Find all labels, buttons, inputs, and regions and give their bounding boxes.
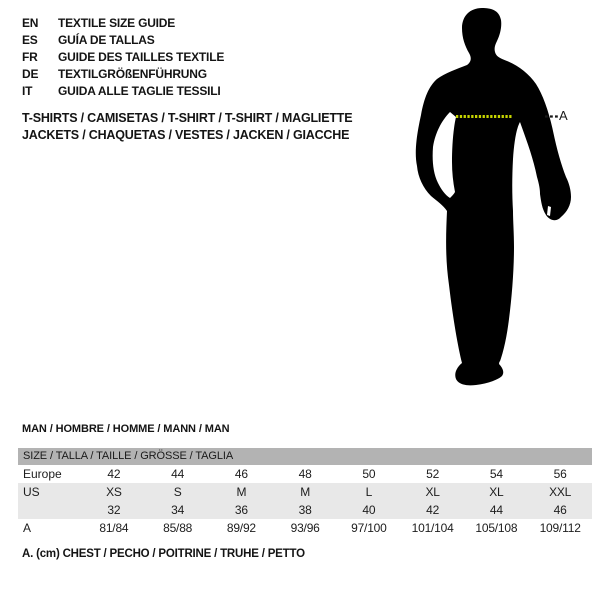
- table-cell: 93/96: [290, 521, 320, 535]
- man-silhouette-body: [416, 8, 571, 385]
- language-code: IT: [22, 83, 33, 98]
- gender-label: MAN / HOMBRE / HOMME / MANN / MAN: [22, 423, 230, 435]
- language-row: [22, 48, 224, 65]
- table-row-europe: [18, 465, 592, 483]
- table-cell: 56: [553, 467, 567, 481]
- table-cell: 105/108: [475, 521, 518, 535]
- language-label: TEXTILGRÖßENFÜHRUNG: [58, 66, 207, 81]
- table-cell: 52: [426, 467, 440, 481]
- language-label: GUIDE DES TAILLES TEXTILE: [58, 49, 225, 64]
- table-cell: 46: [234, 467, 248, 481]
- language-row: [22, 31, 224, 48]
- table-cell: 81/84: [99, 521, 129, 535]
- category-block: [22, 110, 352, 144]
- language-row: [22, 14, 224, 31]
- table-row-uk: [18, 501, 592, 519]
- language-title-block: [22, 14, 224, 99]
- table-row-chest-a: [18, 519, 592, 537]
- language-row: [22, 82, 224, 99]
- measurement-footnote: A. (cm) CHEST / PECHO / POITRINE / TRUHE / PETTO: [22, 548, 305, 560]
- size-table-header: SIZE / TALLA / TAILLE / GRÖSSE / TAGLIA: [18, 448, 592, 465]
- table-cell: L: [365, 485, 373, 499]
- man-silhouette-image: [410, 5, 575, 390]
- language-label: GUIDA ALLE TAGLIE TESSILI: [58, 83, 221, 98]
- table-cell: 50: [362, 467, 376, 481]
- table-cell: XS: [106, 485, 122, 499]
- table-cell: 97/100: [351, 521, 387, 535]
- man-silhouette-figure: [410, 5, 575, 390]
- row-label: A: [23, 521, 32, 535]
- category-line-jackets: JACKETS / CHAQUETAS / VESTES / JACKEN / GIACCHE: [22, 128, 350, 142]
- language-label: GUÍA DE TALLAS: [58, 32, 155, 47]
- table-cell: 44: [489, 503, 503, 517]
- table-cell: XXL: [549, 485, 572, 499]
- table-cell: 32: [107, 503, 121, 517]
- table-cell: 44: [171, 467, 185, 481]
- table-cell: 42: [426, 503, 440, 517]
- language-code: FR: [22, 49, 38, 64]
- table-cell: 46: [553, 503, 567, 517]
- table-cell: XL: [489, 485, 504, 499]
- table-cell: 54: [489, 467, 503, 481]
- table-cell: 48: [298, 467, 312, 481]
- table-cell: 42: [107, 467, 121, 481]
- table-cell: 40: [362, 503, 376, 517]
- table-cell: 89/92: [226, 521, 256, 535]
- language-code: DE: [22, 66, 39, 81]
- table-cell: M: [236, 485, 247, 499]
- row-label: US: [23, 485, 40, 499]
- table-cell: 101/104: [411, 521, 454, 535]
- table-cell: 38: [298, 503, 312, 517]
- size-table: [18, 448, 592, 537]
- category-line-tshirts: T-SHIRTS / CAMISETAS / T-SHIRT / T-SHIRT / MAGLIETTE: [22, 111, 353, 125]
- language-code: ES: [22, 32, 38, 47]
- language-label: TEXTILE SIZE GUIDE: [58, 15, 176, 30]
- table-cell: M: [300, 485, 311, 499]
- table-cell: 36: [234, 503, 248, 517]
- language-code: EN: [22, 15, 39, 30]
- language-row: [22, 65, 224, 82]
- measurement-a-label: A: [559, 108, 568, 123]
- table-cell: 109/112: [539, 521, 581, 535]
- table-cell: S: [173, 485, 182, 499]
- table-cell: 34: [171, 503, 185, 517]
- row-label: Europe: [23, 467, 62, 481]
- table-cell: 85/88: [163, 521, 193, 535]
- table-cell: XL: [425, 485, 440, 499]
- table-row-us: [18, 483, 592, 501]
